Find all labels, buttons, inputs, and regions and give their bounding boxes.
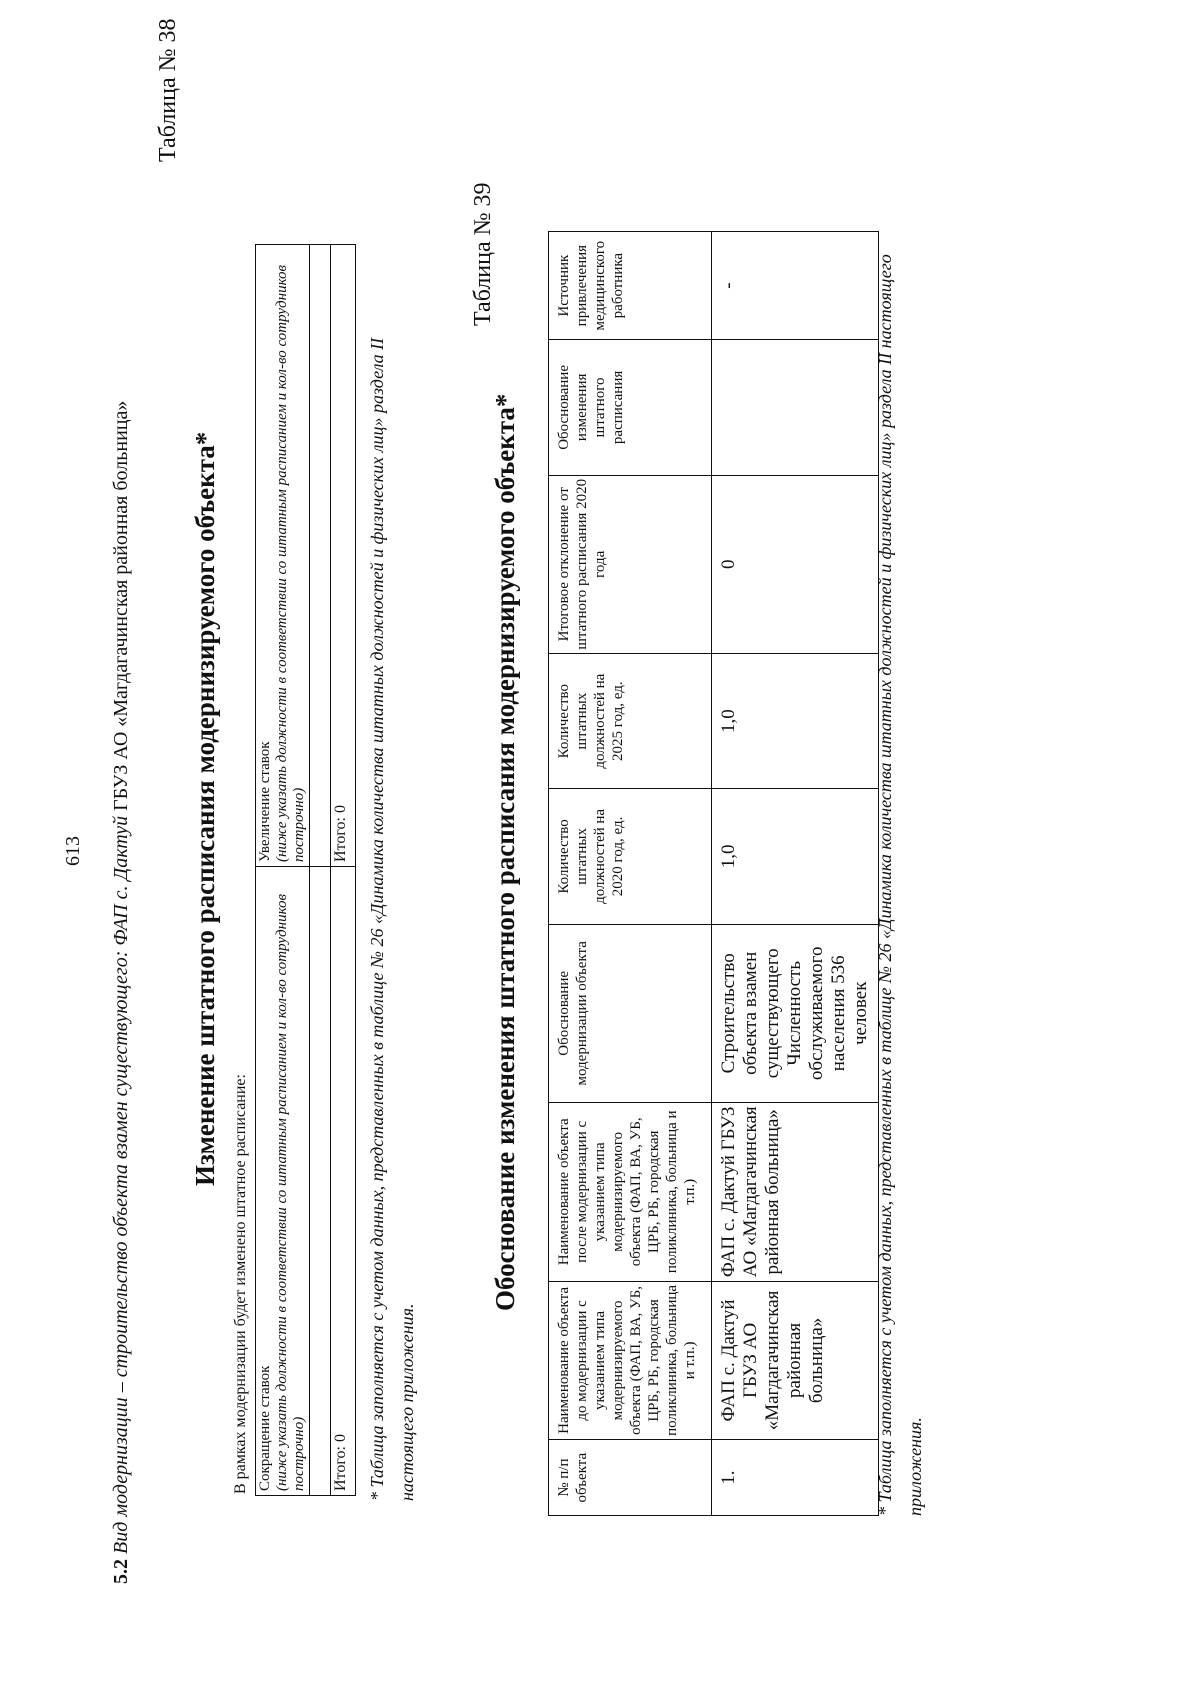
cell-staff-2020: 1,0: [712, 789, 879, 924]
cell-source: -: [712, 232, 879, 340]
cell-number: 1.: [712, 1440, 879, 1516]
table39-footnote: * Таблица заполняется с учетом данных, представленных в таблице № 26 «Динамика количества штатных должностей и физических лиц» раздела II настоящего приложения.: [875, 254, 925, 1516]
staffing-justification-table: [548, 231, 879, 1516]
header-cell: Наименование объекта после модернизации с указанием типа модернизируемого объекта (ФАП, ВА, УБ, ЦРБ, РБ, городская поликлиника, больница и т.п.): [549, 1103, 712, 1282]
table38-intro: В рамках модернизации будет изменено штатное расписание:: [232, 1074, 249, 1494]
section-tail: ГБУЗ АО «Магдагачинская районная больница»: [110, 400, 132, 816]
cell-deviation: 0: [712, 475, 879, 654]
empty-cell: [310, 245, 331, 867]
cell-object-after: ФАП с. Дактуй ГБУЗ АО «Магдагачинская районная больница»: [712, 1103, 879, 1282]
increase-title: Увеличение ставок: [257, 741, 273, 862]
cell-staff-2025: 1,0: [712, 654, 879, 789]
table-header-row: [549, 232, 712, 1516]
header-cell: Обоснование модернизации объекта: [549, 924, 712, 1103]
cell-justification: Строительство объекта взамен существующего Численность обслуживаемого населения 536 человек: [712, 924, 879, 1103]
section-value: – строительство объекта взамен существующего: ФАП с. Дактуй: [110, 815, 132, 1398]
header-cell: Итоговое отклонение от штатного расписания 2020 года: [549, 475, 712, 654]
increase-subtitle: (ниже указать должности в соответствии со штатным расписанием и кол-во сотрудников построчно): [274, 264, 307, 862]
total-right: Итого: 0: [331, 245, 356, 867]
reduce-title: Сокращение ставок: [257, 1365, 273, 1491]
increase-header-cell: [256, 245, 310, 867]
table39-heading: Обоснование изменения штатного расписания модернизируемого объекта*: [490, 393, 520, 1311]
cell-object-before: ФАП с. Дактуй ГБУЗ АО «Магдагачинская районная больница»: [712, 1281, 879, 1440]
table38-number: Таблица № 38: [155, 18, 181, 162]
header-cell: Количество штатных должностей на 2020 год, ед.: [549, 789, 712, 924]
page-number: 613: [62, 836, 84, 866]
table39-number: Таблица № 39: [470, 182, 496, 326]
table38-heading: Изменение штатного расписания модернизируемого объекта*: [190, 431, 220, 1186]
cell-change-reason: [712, 340, 879, 475]
table-row: [310, 245, 331, 1496]
total-left: Итого: 0: [331, 867, 356, 1496]
table-row: [712, 232, 879, 1516]
section-header: [110, 401, 133, 1584]
header-cell: № п/п объекта: [549, 1440, 712, 1516]
table-row: [331, 245, 356, 1496]
header-cell: Наименование объекта до модернизации с указанием типа модернизируемого объекта (ФАП, ВА, УБ, ЦРБ, РБ, городская поликлиника, больница и т.п.): [549, 1281, 712, 1440]
header-cell: Источник привлечения медицинского работника: [549, 232, 712, 340]
reduce-subtitle: (ниже указать должности в соответствии со штатным расписанием и кол-во сотрудников построчно): [274, 893, 307, 1491]
section-number: 5.2: [110, 1559, 132, 1584]
table38-footnote: * Таблица заполняется с учетом данных, представленных в таблице № 26 «Динамика количества штатных должностей и физических лиц» раздела II настоящего приложения.: [367, 337, 417, 1501]
reduce-header-cell: [256, 867, 310, 1496]
section-label: Вид модернизации: [110, 1397, 132, 1554]
header-cell: Количество штатных должностей на 2025 год, ед.: [549, 654, 712, 789]
empty-cell: [310, 867, 331, 1496]
header-cell: Обоснование изменения штатного расписания: [549, 340, 712, 475]
table-row: [256, 245, 310, 1496]
staffing-change-table: [255, 244, 356, 1496]
